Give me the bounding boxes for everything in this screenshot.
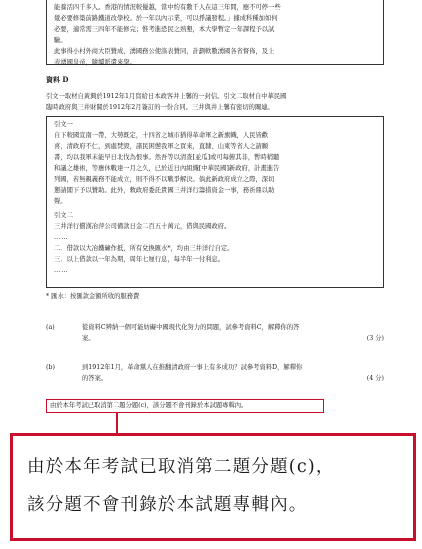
question-marks: (3 分): [366, 335, 384, 342]
intro-line: 臨時政府與三井財閥於1912年2月簽訂的一份合同。三井與井上馨有密切的關連。: [46, 104, 274, 111]
quote1-line: 自下較國宣南一帶，大勢既定，十四省之城市猶得革命軍之新旗幟，人民皆歡: [54, 132, 269, 139]
top-box-line: 覺必要修築前路鐵道改學校。於一年以內示業，可以掙議發程。」據成科種加如何: [54, 15, 278, 22]
quote2-line: ……: [54, 234, 69, 241]
source-intro: [46, 91, 384, 113]
quote2-label: 引文二: [54, 212, 73, 219]
question-line: 到1912年1月，革命黨人在推翻清政府一事上有多成功？試參考資料D，解釋你: [82, 364, 303, 371]
footnote: * 匯水：按匯款金額所收的服務費: [46, 293, 140, 300]
quote2-line: 二．借款以大冶鐵礦作抵，所有兌換匯水*，均由三井洋行自定。: [54, 245, 234, 252]
cancellation-notice-small: 由於本年考試已取消第二題分題(c)，該分題不會刊錄於本試題專輯內。: [46, 399, 324, 413]
question-a: [46, 322, 384, 346]
quote2-line: 三井洋行償漢冶萍公司備款日金二百五十萬元，借與民國政府。: [54, 223, 231, 230]
top-box-line: 此事得小村外商大臣贊成，湧國務公使涤表贊同，計劃軟數湧國各省督佈，及上: [54, 48, 275, 55]
quote2-line: ……: [54, 267, 69, 274]
top-text-box: [46, 0, 384, 65]
quote1-line: 懇請閣下予以贊助。此外，敕政府委託貴國三井洋行籌措資金一事，務祈鼎以助: [54, 187, 275, 194]
callout-connector: [116, 413, 118, 433]
top-box-line: 必要，適常需三四年不能修完；惟考進恐民之熟墾，本大學暫定一年課程予以試: [54, 26, 275, 33]
quote-box: [46, 116, 384, 288]
top-box-line: 驗。: [54, 37, 67, 44]
top-box-line: 能養活四千多人。香港的情況較優越，當中約有數千人在這三年間，應不可停一些: [54, 4, 281, 11]
quote1-line: 聲。: [54, 198, 67, 205]
quote1-line: 列國，若無親義務不能成立，則不得不以戰爭解決。倘此新政府成立之際，深切: [54, 176, 275, 183]
callout-line: 由於本年考試已取消第二題分題(c)，: [27, 457, 335, 477]
callout-line: 該分題不會刊錄於本試題專輯內。: [27, 495, 308, 515]
question-label: (b): [46, 364, 55, 371]
quote2-line: 三．以上借款以一年為期，周年七厘行息，每半年一付利息。: [54, 256, 225, 263]
quote1-line: 喜，清政府不仁，到處焚毀，諸民困憊我軍之買來，直隸、山東等省人之請願: [54, 143, 269, 150]
question-label: (a): [46, 324, 55, 331]
question-b: [46, 362, 384, 386]
top-box-line: 表湧國皇帝，隨續派遣來學。: [54, 59, 136, 66]
question-line: 從資料C辨納一個可能妨礙中國現代化努力的問題，試參考資料C，解釋你的答: [82, 324, 300, 331]
source-title: 資料 D: [46, 75, 69, 84]
quote1-line: 和議之雄術，等應休戰達一月之久，已於近日內組織[中華民國]新政府，計畫進告: [54, 165, 280, 172]
quote1-line: 書，均以我軍未能早日北伐為恨事。然吾等以清查[並瓜]或可每俯其非，暫時稍聽: [54, 154, 280, 161]
question-marks: (4 分): [366, 375, 384, 382]
question-line: 的答案。: [82, 375, 108, 382]
intro-line: 引文一取材自黃興於1912年1月寫給日本政客井上馨的一封信。引文二取材自中華民國: [46, 93, 287, 100]
question-line: 案。: [82, 335, 95, 342]
cancellation-notice-callout: [10, 433, 416, 541]
quote1-label: 引文一: [54, 121, 73, 128]
